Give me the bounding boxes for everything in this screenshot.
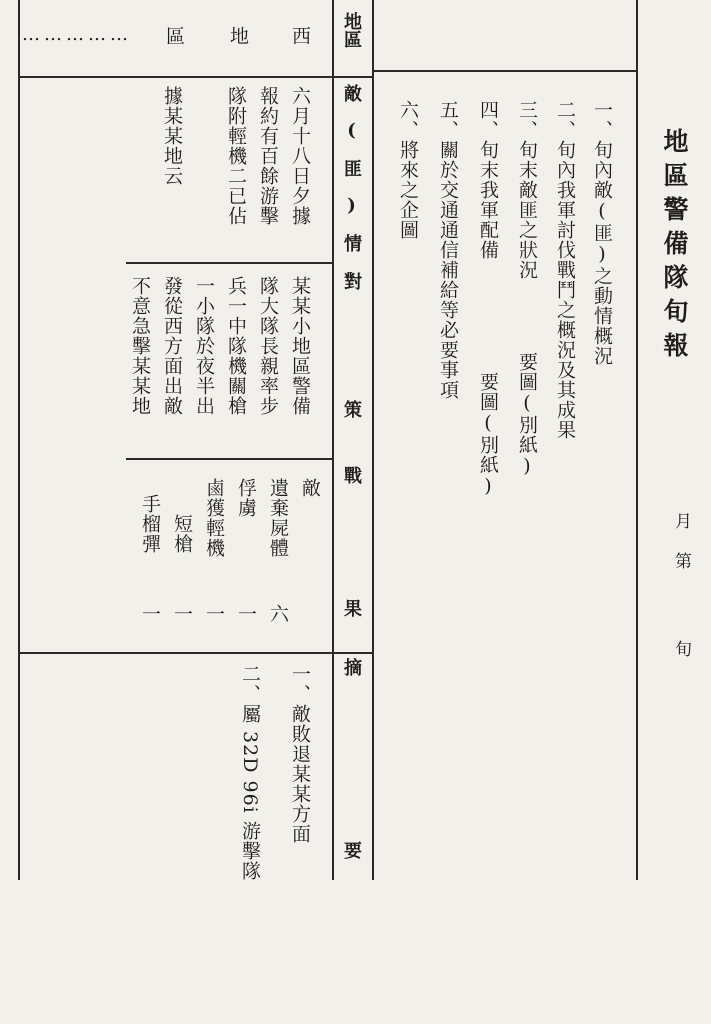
- decade-field: 旬: [671, 640, 691, 657]
- report-item-3-note: 要圖(別紙): [516, 352, 538, 478]
- result-label-light-mg: 鹵獲輕機: [203, 478, 225, 558]
- result-value-prisoners: 一: [235, 604, 257, 624]
- region-label-west: 西: [289, 26, 311, 46]
- enemy-line-1: 六月十八日夕據: [289, 86, 311, 226]
- items-row-divider: [373, 70, 637, 72]
- decade-number-field: 第: [671, 552, 691, 569]
- header-measures: 對策: [341, 272, 362, 528]
- result-value-light-mg: 一: [203, 604, 225, 624]
- report-item-1: 一、旬內敵(匪)之動情概況: [591, 100, 613, 366]
- region-dots: ……………: [22, 24, 132, 45]
- result-value-pistol: 一: [171, 604, 193, 624]
- header-enemy-situation: 敵(匪)情: [341, 84, 362, 270]
- enemy-line-2: 報約有百餘游擊: [257, 86, 279, 226]
- measure-line-5: 發從西方面出敵: [161, 276, 183, 416]
- report-title: 地區警備隊旬報: [660, 128, 689, 366]
- measure-line-1: 某某小地區警備: [289, 276, 311, 416]
- region-label-area: 區: [163, 26, 185, 46]
- month-field: 月: [671, 512, 691, 529]
- report-item-4: 四、旬末我軍配備: [477, 100, 499, 260]
- result-label-abandoned-bodies: 遺棄屍體: [267, 478, 289, 558]
- region-row-divider: [18, 76, 373, 78]
- summary-line-2: 二、屬 32D 96i 游擊隊: [239, 664, 261, 881]
- enemy-measure-divider: [126, 262, 332, 264]
- measure-line-4: 一小隊於夜半出: [193, 276, 215, 416]
- header-summary: 摘要: [341, 658, 362, 1024]
- results-summary-divider: [18, 652, 373, 654]
- report-item-3: 三、旬末敵匪之狀況: [516, 100, 538, 280]
- left-border: [18, 0, 20, 880]
- report-item-2: 二、旬內我軍討伐戰鬥之概況及其成果: [554, 100, 576, 440]
- results-title-enemy: 敵: [299, 478, 321, 498]
- summary-line-1: 一、敵敗退某某方面: [289, 664, 311, 844]
- measure-line-2: 隊大隊長親率步: [257, 276, 279, 416]
- report-item-4-note: 要圖(別紙): [477, 372, 499, 498]
- table-right-border: [372, 0, 374, 880]
- region-label-land: 地: [227, 26, 249, 46]
- enemy-line-3: 隊附輕機二已佔: [225, 86, 247, 226]
- measure-line-6: 不意急擊某某地: [129, 276, 151, 416]
- result-value-abandoned-bodies: 六: [267, 604, 289, 624]
- result-label-grenade: 手榴彈: [139, 494, 161, 554]
- measure-results-divider: [126, 458, 332, 460]
- enemy-line-4: 據某某地云: [161, 86, 183, 186]
- result-label-prisoners: 俘虜: [235, 478, 257, 518]
- result-label-pistol: 短槍: [171, 514, 193, 554]
- header-results: 戰果: [341, 466, 362, 732]
- header-column-divider: [332, 0, 334, 880]
- report-item-5: 五、關於交通通信補給等必要事項: [437, 100, 459, 400]
- header-region: 地區: [341, 12, 362, 48]
- measure-line-3: 兵一中隊機關槍: [225, 276, 247, 416]
- result-value-grenade: 一: [139, 604, 161, 624]
- report-column-divider: [636, 0, 638, 880]
- report-item-6: 六、將來之企圖: [397, 100, 419, 240]
